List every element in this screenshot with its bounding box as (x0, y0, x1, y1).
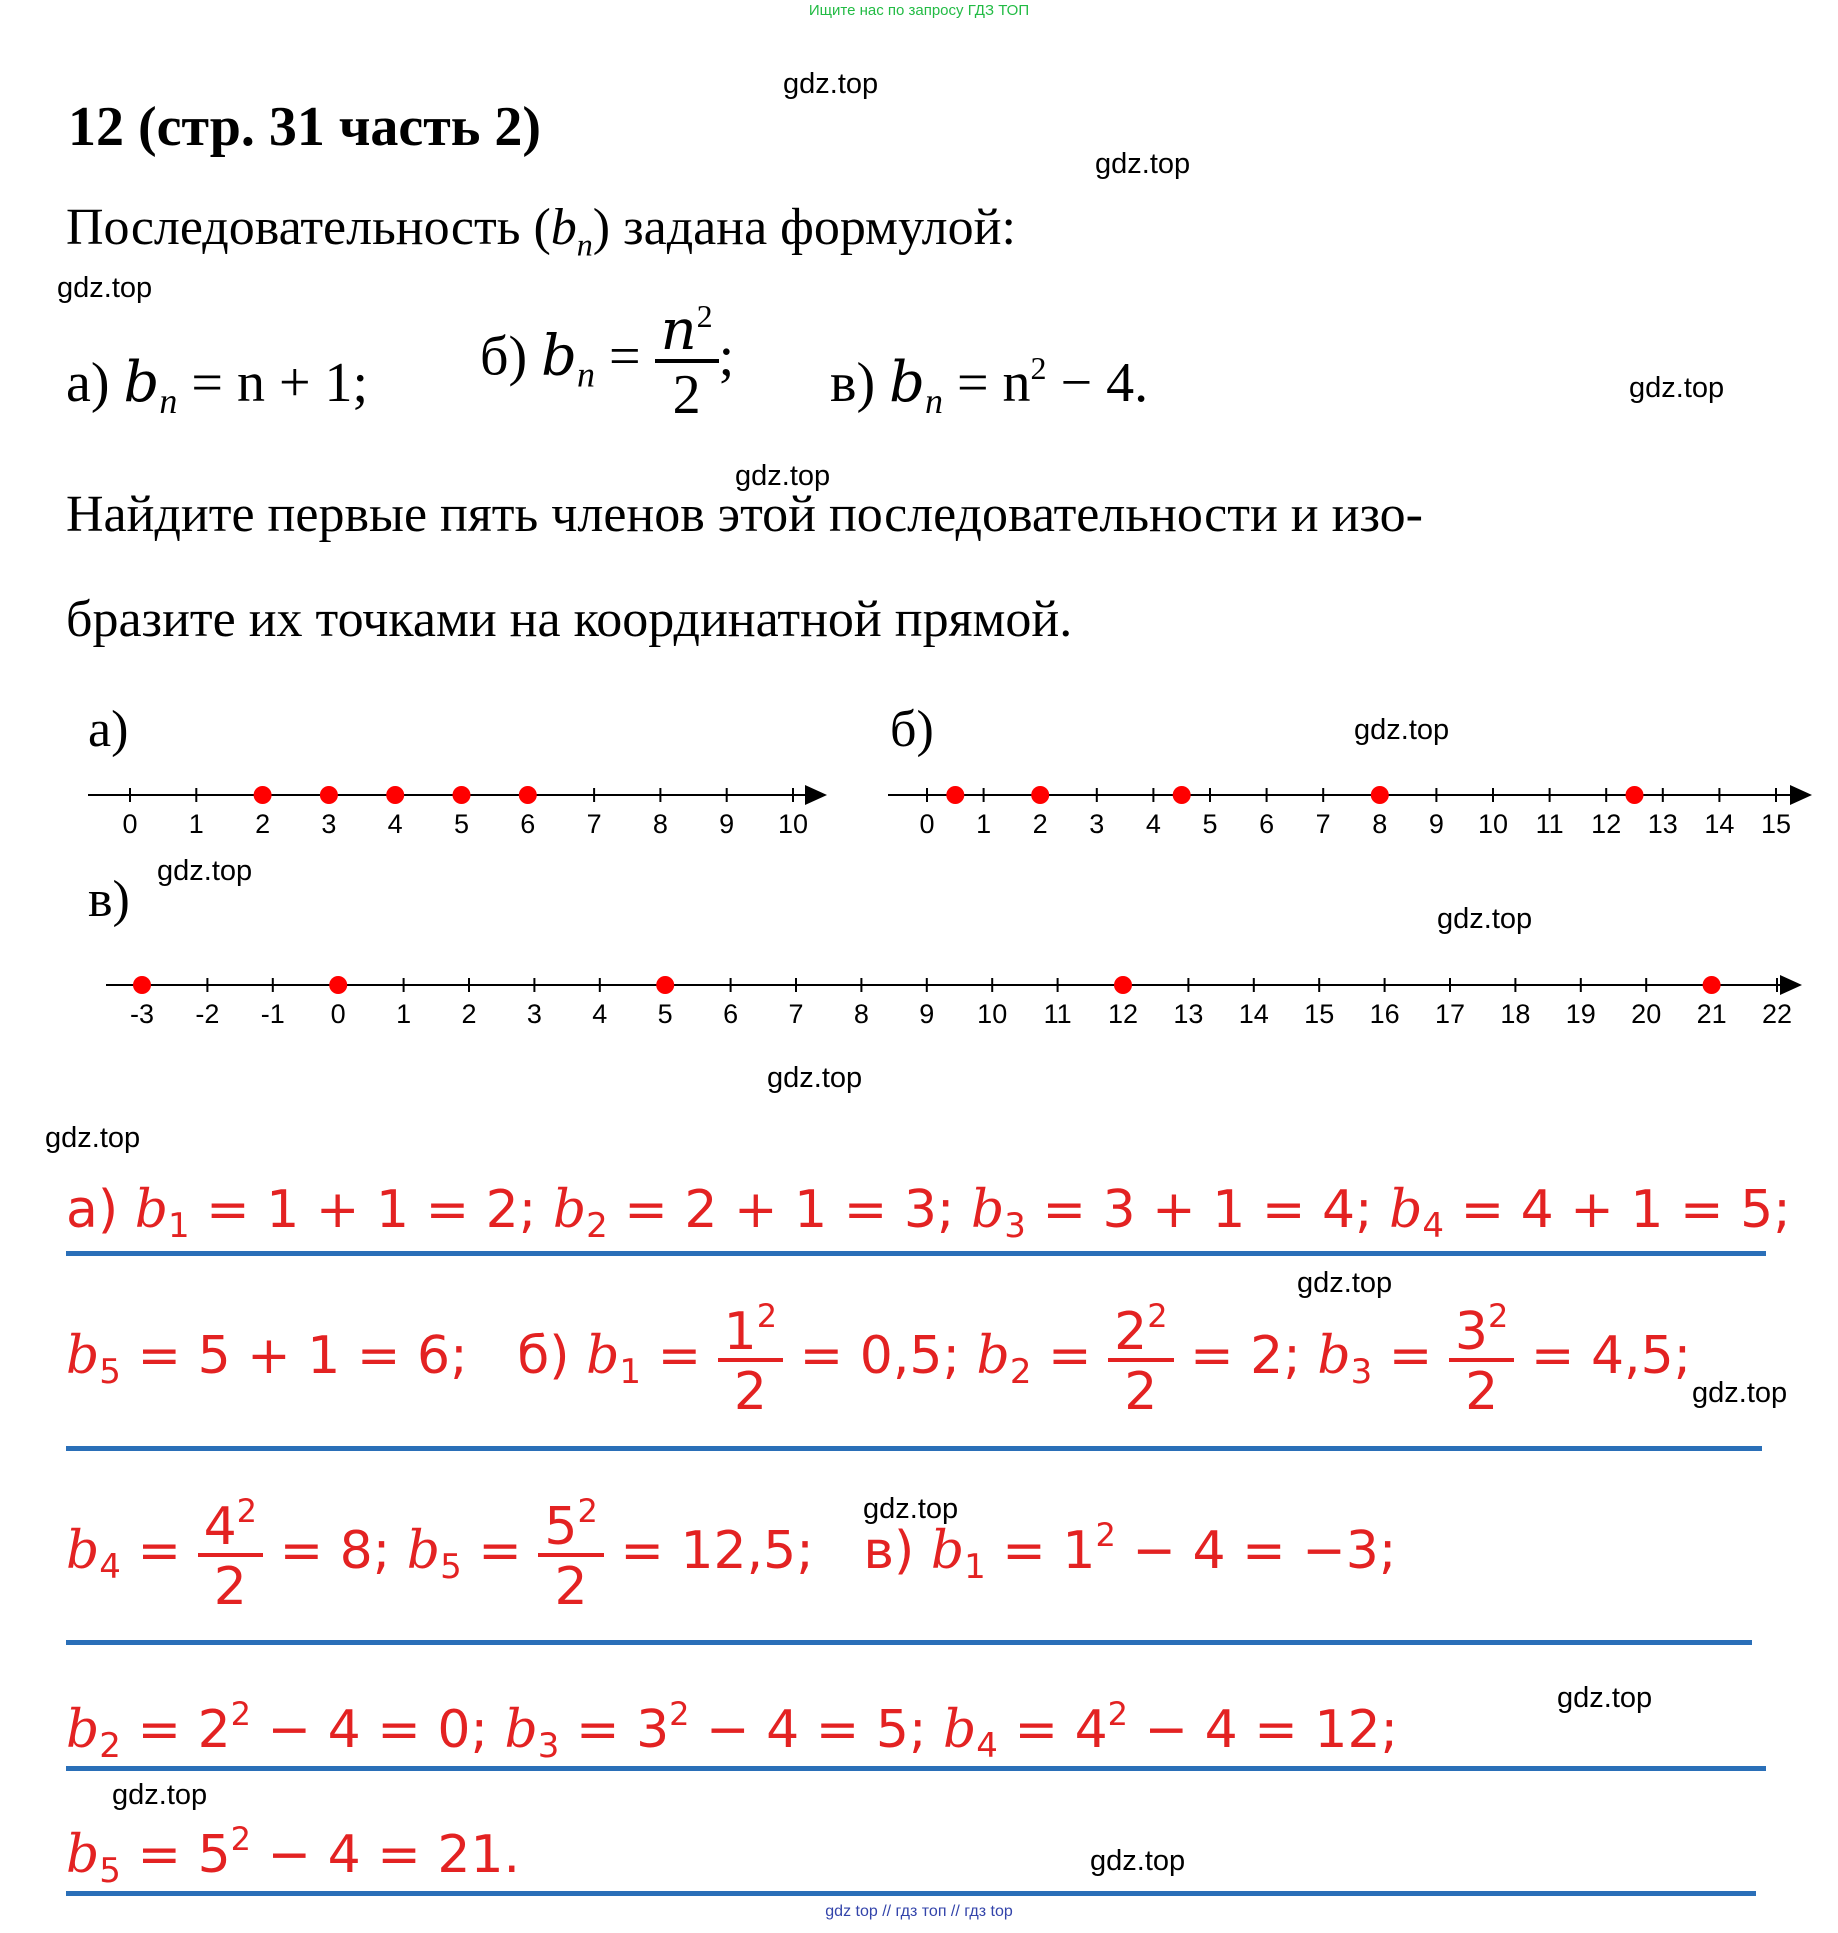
tick-label: 8 (853, 999, 869, 1029)
number-line-b-label: б) (890, 701, 934, 758)
tick-label: 3 (321, 809, 337, 839)
tick-label: -3 (129, 999, 155, 1029)
tick-label: 9 (1428, 809, 1444, 839)
tick-label: 10 (777, 809, 809, 839)
watermark: gdz.top (767, 1062, 863, 1094)
line-rule (66, 1891, 1756, 1896)
tick-label: 7 (586, 809, 602, 839)
tick-label: 5 (453, 809, 470, 839)
tick-label: 10 (977, 999, 1008, 1029)
point-marker (133, 976, 151, 994)
watermark: gdz.top (1557, 1682, 1653, 1714)
task-line-2: бразите их точками на координатной прямой. (66, 591, 1073, 648)
tick-label: 11 (1535, 809, 1564, 839)
tick-label: 5 (1202, 809, 1218, 839)
number-line-a (88, 785, 827, 839)
number-line-b (888, 785, 1812, 839)
tick-label: 19 (1565, 999, 1596, 1029)
task-line-1: Найдите первые пять членов этой последовательности и изо- (66, 486, 1424, 543)
tick-label: 9 (919, 999, 935, 1029)
tick-label: 4 (387, 809, 403, 839)
fraction: $\frac{1^2}{2}$ (718, 1300, 783, 1418)
point-marker (1626, 786, 1644, 804)
point-marker (386, 786, 404, 804)
solution-line-1: а) $b_1 = 1 + 1 = 2$; $b_2 = 2 + 1 = 3$; $b_3 = 3 + 1 = 4$; $b_4 = 4 + 1 = 5$; (66, 1180, 1791, 1246)
tick-label: 8 (1372, 809, 1388, 839)
tick-label: 13 (1647, 809, 1678, 839)
point-marker (320, 786, 338, 804)
tick-label: 4 (592, 999, 608, 1029)
axis-arrow (1790, 785, 1812, 805)
tick-label: 0 (122, 809, 138, 839)
watermark: gdz.top (735, 460, 831, 492)
point-marker (1114, 976, 1132, 994)
fraction: $\frac{5^2}{2}$ (538, 1495, 603, 1613)
tick-label: 15 (1304, 999, 1335, 1029)
tick-label: 7 (1315, 809, 1331, 839)
tick-label: 3 (526, 999, 542, 1029)
tick-label: 10 (1477, 809, 1509, 839)
top-banner: Ищите нас по запросу ГДЗ ТОП (808, 2, 1030, 19)
watermark: gdz.top (1629, 372, 1725, 404)
line-rule (66, 1640, 1752, 1645)
number-line-c (106, 975, 1802, 1029)
solution-line-4: $b_2 = 2^2 - 4 = 0$; $b_3 = 3^2 - 4 = 5$; $b_4 = 4^2 - 4 = 12$; (66, 1695, 1399, 1766)
tick-label: 1 (396, 999, 412, 1029)
tick-label: 12 (1107, 999, 1139, 1029)
point-marker (946, 786, 964, 804)
tick-label: 21 (1696, 999, 1727, 1029)
watermark: gdz.top (1437, 903, 1533, 935)
point-marker (656, 976, 674, 994)
tick-label: 12 (1591, 809, 1622, 839)
fraction: $\frac{4^2}{2}$ (198, 1495, 263, 1613)
number-line-a-label: а) (88, 701, 129, 758)
fraction: $\frac{3^2}{2}$ (1449, 1300, 1514, 1418)
watermark: gdz.top (783, 68, 879, 100)
tick-label: 22 (1761, 999, 1793, 1029)
solution-line-3: $b_4$ = $\frac{4^2}{2}$ = 8; $b_5$ = $\frac{5^2}{2}$ = 12,5; в) $b_1 = 1^2 - 4 = -3$; (66, 1492, 1397, 1617)
bottom-banner: gdz top // гдз топ // гдз top (825, 1903, 1013, 1920)
point-marker (1031, 786, 1049, 804)
point-marker (453, 786, 471, 804)
tick-label: 13 (1173, 999, 1204, 1029)
watermark: gdz.top (1354, 714, 1450, 746)
watermark: gdz.top (57, 272, 153, 304)
formula-b: б) $b_n$ = $\frac{n^2}{2}$ ; (480, 298, 735, 426)
watermark: gdz.top (1297, 1267, 1393, 1299)
axis-arrow (805, 785, 827, 805)
watermark: gdz.top (1692, 1377, 1788, 1409)
line-rule (66, 1766, 1766, 1771)
watermark: gdz.top (112, 1779, 208, 1811)
tick-label: 1 (976, 809, 992, 839)
tick-label: 0 (919, 809, 935, 839)
tick-label: -2 (195, 999, 220, 1029)
tick-label: 7 (788, 999, 804, 1029)
tick-label: 3 (1089, 809, 1105, 839)
tick-label: 20 (1631, 999, 1662, 1029)
tick-label: 11 (1043, 999, 1072, 1029)
formula-a: а) $b_n = n + 1$; (66, 350, 369, 422)
point-marker (254, 786, 272, 804)
tick-label: 15 (1760, 809, 1792, 839)
tick-label: 1 (188, 809, 204, 839)
fraction: $\frac{n^2}{2}$ (655, 300, 719, 423)
watermark: gdz.top (863, 1493, 959, 1525)
solution-line-5: $b_5 = 5^2 - 4 = 21$. (66, 1820, 521, 1891)
line-rule (66, 1446, 1762, 1451)
formula-c: в) $b_n = n^2 - 4$. (830, 350, 1149, 422)
tick-label: 6 (1259, 809, 1275, 839)
tick-label: 4 (1145, 809, 1161, 839)
tick-label: 16 (1369, 999, 1400, 1029)
axis-arrow (1780, 975, 1802, 995)
tick-label: 17 (1434, 999, 1466, 1029)
watermark: gdz.top (1090, 1845, 1186, 1877)
tick-label: 2 (1032, 809, 1048, 839)
page-title: 12 (стр. 31 часть 2) (68, 96, 542, 158)
tick-label: 18 (1500, 999, 1531, 1029)
tick-label: -1 (260, 999, 285, 1029)
tick-label: 5 (657, 999, 673, 1029)
tick-label: 6 (520, 809, 536, 839)
tick-label: 14 (1238, 999, 1269, 1029)
tick-label: 2 (461, 999, 477, 1029)
watermark: gdz.top (1095, 148, 1191, 180)
point-marker (519, 786, 537, 804)
tick-label: 0 (330, 999, 346, 1029)
point-marker (1703, 976, 1721, 994)
watermark: gdz.top (157, 855, 253, 887)
solution-line-2: $b_5 = 5 + 1 = 6$; б) $b_1$ = $\frac{1^2}{2}$ = 0,5; $b_2$ = $\frac{2^2}{2}$ = 2; $b_3$ = $\frac{3^2}{2}$ = 4,5; (66, 1297, 1692, 1422)
watermark: gdz.top (45, 1122, 141, 1154)
line-rule (66, 1251, 1766, 1256)
number-line-c-label: в) (88, 871, 130, 928)
point-marker (329, 976, 347, 994)
tick-label: 14 (1704, 809, 1735, 839)
tick-label: 6 (723, 999, 739, 1029)
fraction: $\frac{2^2}{2}$ (1108, 1300, 1173, 1418)
problem-intro: Последовательность $(b_n)$ задана формулой: (66, 199, 1016, 263)
tick-label: 8 (652, 809, 668, 839)
tick-label: 2 (255, 809, 271, 839)
point-marker (1371, 786, 1389, 804)
point-marker (1173, 786, 1191, 804)
tick-label: 9 (719, 809, 735, 839)
